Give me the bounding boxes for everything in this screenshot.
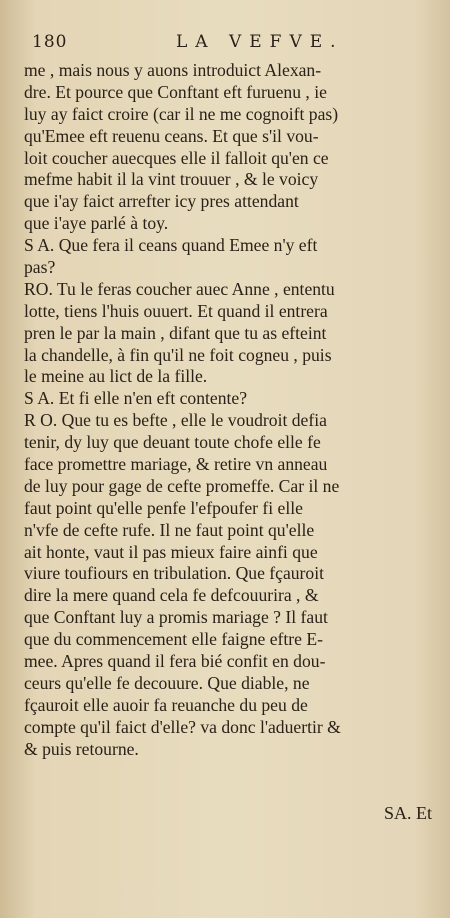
text-line: S A. Que fera il ceans quand Emee n'y eft xyxy=(24,235,318,256)
text-line: dire la mere quand cela fe defcouurira , & xyxy=(24,585,319,606)
text-line: faut point qu'elle penfe l'efpoufer fi elle xyxy=(24,497,303,518)
text-line: mee. Apres quand il fera bié confit en dou- xyxy=(24,651,326,672)
text-line: que i'aye parlé à toy. xyxy=(24,213,169,234)
text-line: fçauroit elle auoir fa reuanche du peu de xyxy=(24,694,308,715)
text-line: R O. Que tu es befte , elle le voudroit defia xyxy=(24,410,327,431)
text-line: tenir, dy luy que deuant toute chofe elle fe xyxy=(24,432,321,453)
text-line: S A. Et fi elle n'en eft contente? xyxy=(24,388,248,409)
text-line: dre. Et pource que Conftant eft furuenu , ie xyxy=(24,81,327,102)
text-line: qu'Emee eft reuenu ceans. Et que s'il vou- xyxy=(24,125,319,146)
text-line: ait honte, vaut il pas mieux faire ainfi que xyxy=(24,541,318,562)
text-line: lotte, tiens l'huis ouuert. Et quand il entrera xyxy=(24,300,328,321)
page-number: 180 xyxy=(32,32,68,52)
text-line: que Conftant luy a promis mariage ? Il faut xyxy=(24,607,328,628)
text-line: ceurs qu'elle fe decouure. Que diable, ne xyxy=(24,672,310,693)
text-line: compte qu'il faict d'elle? va donc l'aduertir & xyxy=(24,716,341,737)
text-line: n'vfe de cefte rufe. Il ne faut point qu'elle xyxy=(24,519,315,540)
text-line: que du commencement elle faigne eftre E- xyxy=(24,629,323,650)
text-line: la chandelle, à fin qu'il ne foit cogneu , puis xyxy=(24,344,332,365)
text-line: le meine au lict de la fille. xyxy=(24,366,208,387)
running-title: LA VEFVE. xyxy=(176,32,344,52)
page-header xyxy=(24,32,426,56)
text-line: me , mais nous y auons introduict Alexan- xyxy=(24,60,322,80)
text-line: RO. Tu le feras coucher auec Anne , ententu xyxy=(24,278,335,299)
text-line: que i'ay faict arrefter icy pres attendant xyxy=(24,191,299,212)
catchword: SA. Et xyxy=(383,803,432,823)
text-line: loit coucher auecques elle il falloit qu'en ce xyxy=(24,147,329,168)
text-line: pas? xyxy=(24,257,56,278)
body-text xyxy=(24,60,434,761)
text-line: & puis retourne. xyxy=(24,738,139,759)
text-line: face promettre mariage, & retire vn anneau xyxy=(24,454,328,475)
text-line: mefme habit il la vint trouuer , & le voicy xyxy=(24,169,319,190)
text-line: luy ay faict croire (car il ne me cognoift pas) xyxy=(24,103,339,124)
text-line: de luy pour gage de cefte promeffe. Car il ne xyxy=(24,475,340,496)
text-line: viure toufiours en tribulation. Que fçauroit xyxy=(24,563,324,584)
text-line: pren le par la main , difant que tu as efteint xyxy=(24,322,327,343)
